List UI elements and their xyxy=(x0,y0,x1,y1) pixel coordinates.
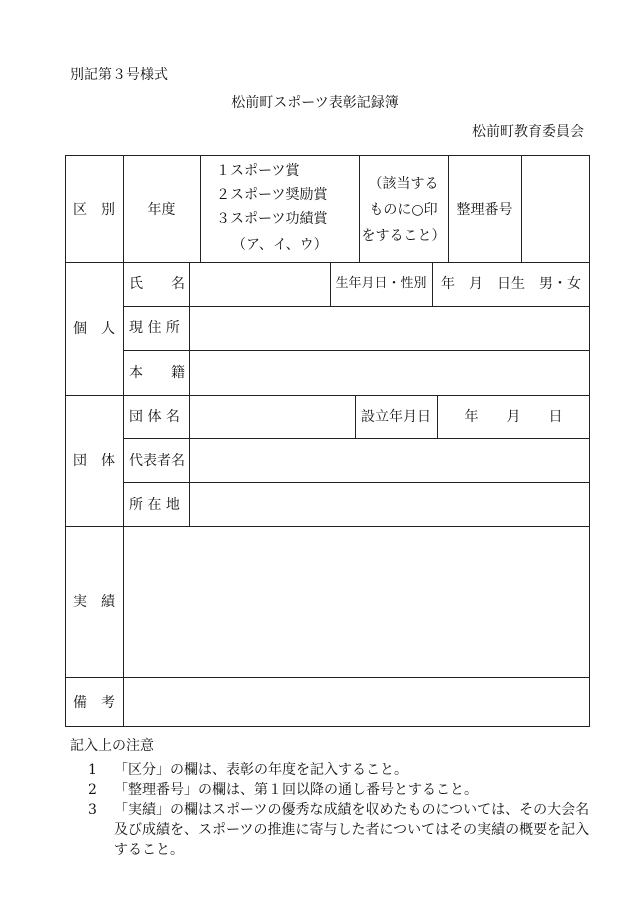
representative-field[interactable] xyxy=(190,439,590,482)
year-label: 年度 xyxy=(147,202,176,218)
founded-date-value[interactable]: 年 月 日 xyxy=(464,409,563,425)
remarks-label: 備 考 xyxy=(73,695,115,711)
note-item xyxy=(70,800,590,860)
group-section-label: 団 体 xyxy=(73,453,115,469)
issuer-name: 松前町教育委員会 xyxy=(472,124,584,140)
notes-heading: 記入上の注意 xyxy=(70,738,154,754)
instruction-line-1: （該当する xyxy=(368,176,439,192)
location-label: 所 在 地 xyxy=(129,497,180,513)
award-option-3: ３スポーツ功績賞 xyxy=(216,211,328,227)
award-option-2: ２スポーツ奨励賞 xyxy=(216,187,328,203)
note-number: 1 xyxy=(88,762,97,778)
form-number-label: 別記第３号様式 xyxy=(70,67,168,83)
note-number: 2 xyxy=(88,782,97,798)
name-label: 氏 名 xyxy=(129,276,185,292)
serial-number-label: 整理番号 xyxy=(456,202,513,218)
achievements-field[interactable] xyxy=(124,527,590,677)
individual-section-label: 個 人 xyxy=(73,321,115,337)
note-text: 「区分」の欄は、表彰の年度を記入すること。 xyxy=(114,762,408,778)
page-title: 松前町スポーツ表彰記録簿 xyxy=(231,95,399,111)
representative-label: 代表者名 xyxy=(129,453,185,469)
birth-sex-value[interactable]: 年 月 日生 男・女 xyxy=(441,276,581,292)
name-field[interactable] xyxy=(190,263,330,306)
award-option-1: １スポーツ賞 xyxy=(216,163,300,179)
address-label: 現 住 所 xyxy=(129,320,180,336)
location-field[interactable] xyxy=(190,483,590,526)
founded-date-label: 設立年月日 xyxy=(361,409,431,425)
domicile-label: 本 籍 xyxy=(129,365,185,381)
note-item xyxy=(70,760,590,780)
note-text: 「実績」の欄はスポーツの優秀な成績を収めたものについては、その大会名及び成績を、スポーツの推進に寄与した者についてはその実績の概要を記入すること。 xyxy=(114,802,590,858)
domicile-field[interactable] xyxy=(190,351,590,395)
address-field[interactable] xyxy=(190,307,590,350)
note-number: 3 xyxy=(88,802,97,818)
award-subtypes: （ア、イ、ウ） xyxy=(232,237,328,253)
birth-sex-label: 生年月日・性別 xyxy=(335,276,427,291)
instruction-line-2: ものに○印 xyxy=(369,202,438,218)
serial-number-field[interactable] xyxy=(522,156,589,261)
group-name-label: 団 体 名 xyxy=(129,409,180,425)
instruction-line-3: をすること） xyxy=(361,228,446,244)
note-item xyxy=(70,780,590,800)
achievements-label: 実 績 xyxy=(73,594,115,610)
column-divider xyxy=(200,155,201,262)
remarks-field[interactable] xyxy=(124,678,590,726)
category-label: 区 別 xyxy=(73,202,115,218)
entry-notes xyxy=(70,736,590,860)
note-text: 「整理番号」の欄は、第１回以降の通し番号とすること。 xyxy=(114,782,478,798)
group-name-field[interactable] xyxy=(190,396,355,438)
